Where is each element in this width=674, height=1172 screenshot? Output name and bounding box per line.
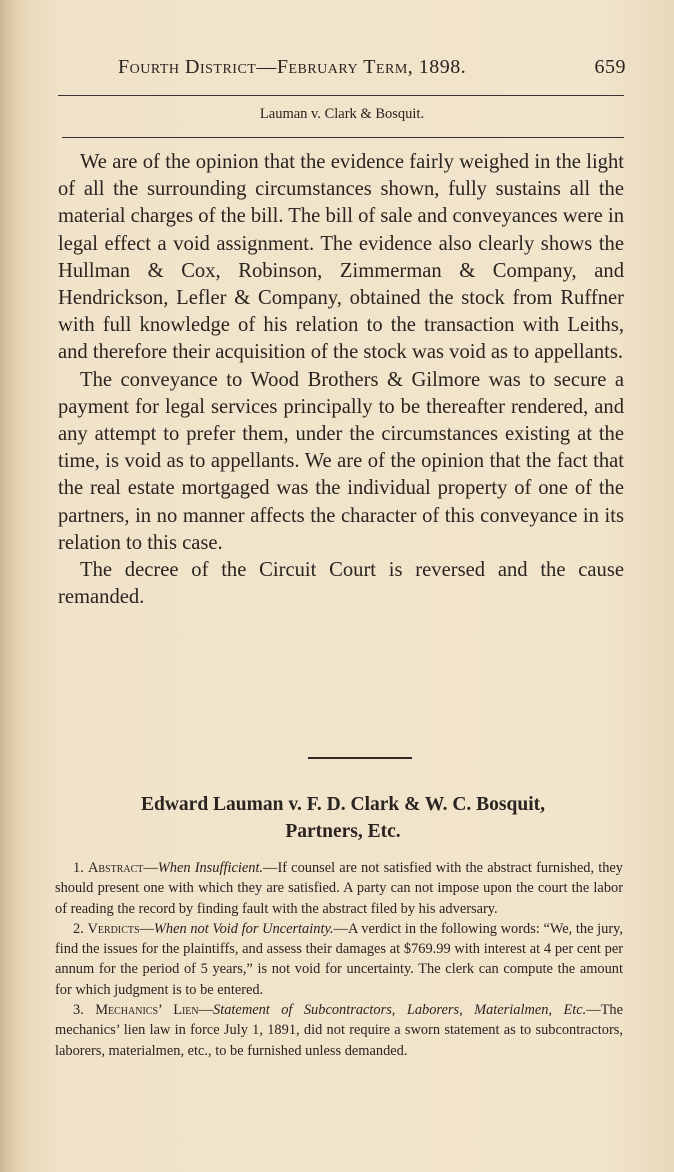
opinion-paragraph: We are of the opinion that the evidence fairly weighed in the light of all the surrounding circumstances shown, fully sustains all the material charges of the bill. The bill of sale and conveyances were in legal effect a void assignment. The evidence also clearly shows the Hullman & Cox, Robinson, Zimmerman & Company, and Hendrickson, Lefler & Company, obtained the stock from Ruffner with full knowledge of his relation to the transaction with Leiths, and therefore their acquisition of the stock was void as to appellants. xyxy=(58,151,624,364)
headnote-number: 2. xyxy=(73,920,84,937)
headnote-number: 3. xyxy=(73,1002,84,1019)
case-title-line: Edward Lauman v. F. D. Clark & W. C. Bosquit, xyxy=(140,794,545,815)
case-title xyxy=(60,791,626,845)
headnote-topic: Mechanics’ Lien xyxy=(95,1002,199,1019)
headnote-text: The mechanics’ lien law in force July 1, 1891, did not require a sworn statement as to subcontractors, laborers, materialmen, etc., to be furnished unless demanded. xyxy=(55,1002,623,1059)
headnote-subtopic: Statement of Subcontractors, Laborers, Materialmen, Etc. xyxy=(213,1002,587,1019)
running-header xyxy=(118,56,628,79)
headnote: 2. Verdicts—When not Void for Uncertainty.—A verdict in the following words: “We, the jury, find the issues for the plaintiffs, and assess their damages at $769.99 with interest at 4 per cent per annum for the period of 5 years,” is not void for uncertainty. The clerk can compute the amount for which judgment is to be entered. xyxy=(55,920,623,998)
opinion-text xyxy=(58,149,624,611)
section-divider xyxy=(308,757,412,759)
headnote-subtopic: When Insufficient. xyxy=(157,860,264,876)
headnote: 3. Mechanics’ Lien—Statement of Subcontractors, Laborers, Materialmen, Etc.—The mechanics’ lien law in force July 1, 1891, did not require a sworn statement as to subcontractors, laborers, materialmen, etc., to be furnished unless demanded. xyxy=(55,1002,623,1059)
headnotes xyxy=(55,858,623,1061)
caption-rule xyxy=(62,137,624,138)
header-rule xyxy=(58,95,624,96)
headnote-text: A verdict in the following words: “We, the jury, find the issues for the plaintiffs, and assess their damages at $769.99 with interest at 4 per cent per annum for the period of 5 years,” is not void for uncertainty. The clerk can compute the amount for which judgment is to be entered. xyxy=(55,920,623,998)
headnote-subtopic: When not Void for Uncertainty. xyxy=(153,920,334,937)
page-number: 659 xyxy=(594,56,626,78)
headnote-topic: Abstract xyxy=(87,860,144,876)
running-title: Fourth District—February Term, 1898. xyxy=(118,56,467,78)
headnote-topic: Verdicts xyxy=(87,920,140,937)
case-title-line: Partners, Etc. xyxy=(285,821,401,842)
headnote-number: 1. xyxy=(73,860,84,876)
headnote: 1. Abstract—When Insufficient.—If counsel are not satisfied with the abstract furnished, they should present one with which they are satisfied. A party can not impose upon the court the labor of reading the record by finding fault with the abstract filed by his adversary. xyxy=(55,860,623,917)
opinion-paragraph: The conveyance to Wood Brothers & Gilmore was to secure a payment for legal services principally to be thereafter rendered, and any attempt to prefer them, under the circumstances existing at the time, is void as to appellants. We are of the opinion that the fact that the real estate mortgaged was the individual property of one of the partners, in no manner affects the character of this conveyance in its relation to this case. xyxy=(58,368,624,554)
case-caption: Lauman v. Clark & Bosquit. xyxy=(259,106,425,122)
opinion-paragraph: The decree of the Circuit Court is reversed and the cause remanded. xyxy=(58,559,624,609)
headnote-text: If counsel are not satisfied with the abstract furnished, they should present one with which they are satisfied. A party can not impose upon the court the labor of reading the record by finding fault with the abstract filed by his adversary. xyxy=(55,860,623,917)
